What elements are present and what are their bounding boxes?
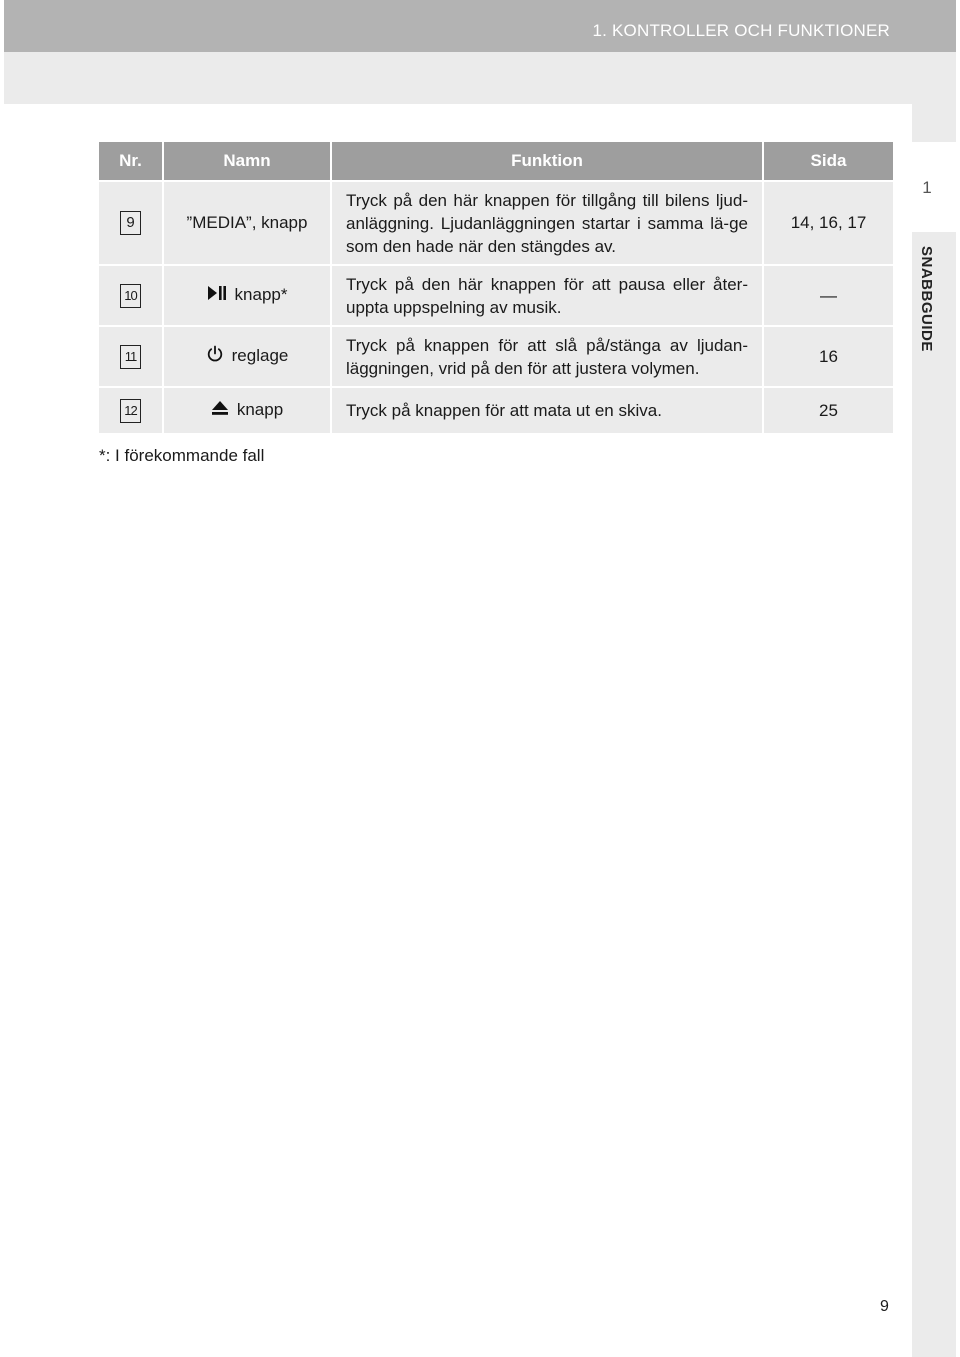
table-header-row	[99, 142, 893, 181]
power-icon	[206, 345, 224, 368]
play-pause-icon	[207, 285, 227, 306]
row-name	[163, 265, 331, 326]
eject-icon	[211, 400, 229, 421]
table-row	[99, 326, 893, 387]
table-row	[99, 181, 893, 265]
table-row	[99, 265, 893, 326]
row-name	[163, 326, 331, 387]
row-function: Tryck på den här knappen för tillgång till bilens ljud-anläggning. Ljudanläggningen startar i samma lä-ge som den hade när den stängdes av.	[331, 181, 763, 265]
row-function: Tryck på knappen för att mata ut en skiva.	[331, 387, 763, 433]
row-number-label: 9	[120, 211, 141, 235]
row-number-label: 12	[120, 399, 141, 423]
row-name-label: knapp*	[234, 284, 288, 304]
footnote: *: I förekommande fall	[99, 446, 265, 465]
row-page: 25	[763, 387, 893, 433]
chapter-number: 1	[922, 178, 932, 197]
row-page: 16	[763, 326, 893, 387]
row-name	[163, 181, 331, 265]
row-name-label: reglage	[231, 345, 289, 365]
header-bar	[4, 0, 956, 52]
row-name-label: knapp	[236, 399, 284, 419]
row-name-label: ”MEDIA”, knapp	[186, 213, 308, 232]
row-number	[99, 326, 163, 387]
row-function: Tryck på den här knappen för att pausa eller åter-uppta uppspelning av musik.	[331, 265, 763, 326]
row-number-label: 10	[120, 284, 141, 308]
row-number	[99, 387, 163, 433]
section-title: 1. KONTROLLER OCH FUNKTIONER	[592, 21, 890, 40]
row-number	[99, 181, 163, 265]
table-row	[99, 387, 893, 433]
row-page: —	[763, 265, 893, 326]
row-page: 14, 16, 17	[763, 181, 893, 265]
column-header-function: Funktion	[331, 142, 763, 181]
header-band	[4, 52, 956, 104]
column-header-name: Namn	[163, 142, 331, 181]
page-number: 9	[880, 1298, 889, 1315]
column-header-nr: Nr.	[99, 142, 163, 181]
row-number-label: 11	[120, 345, 141, 369]
controls-table	[99, 142, 893, 433]
column-header-page: Sida	[763, 142, 893, 181]
row-name	[163, 387, 331, 433]
chapter-label: SNABBGUIDE	[918, 246, 935, 352]
row-number	[99, 265, 163, 326]
row-function: Tryck på knappen för att slå på/stänga av ljudan-läggningen, vrid på den för att justera volymen.	[331, 326, 763, 387]
